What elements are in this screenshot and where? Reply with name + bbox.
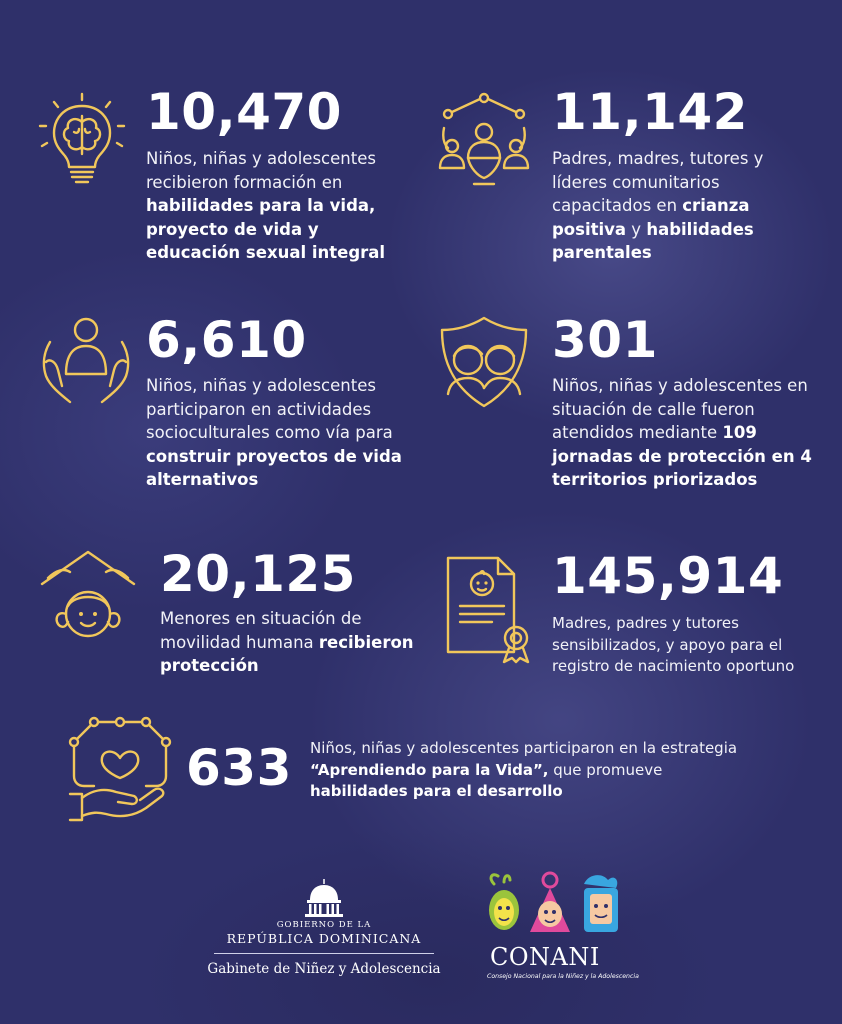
description-text: que promueve xyxy=(548,760,663,779)
stat-description xyxy=(160,607,422,678)
description-bold-text: 109 jornadas de protección en 4 territorios priorizados xyxy=(552,423,812,489)
stat-description xyxy=(552,374,814,492)
description-bold-text: habilidades para el desarrollo xyxy=(310,782,563,800)
stat-number: 145,914 xyxy=(552,547,784,605)
stat-number: 301 xyxy=(552,311,658,369)
description-bold-text: “Aprendiendo para la Vida”, xyxy=(310,760,549,779)
description-bold-text: construir proyectos de vida alternativos xyxy=(146,446,402,489)
lightbulb-brain-icon xyxy=(34,92,130,188)
stat-number: 6,610 xyxy=(146,311,307,369)
description-text: y xyxy=(626,219,647,239)
protected-girl-icon xyxy=(36,548,140,642)
gobierno-logo xyxy=(200,878,448,988)
description-text: Niños, niñas y adolescentes participaron en la estrategia xyxy=(310,739,738,757)
palacio-dome-icon xyxy=(302,878,346,918)
description-bold-text: crianza positiva xyxy=(552,196,750,239)
stat-number: 11,142 xyxy=(552,83,748,141)
description-text: Niños, niñas y adolescentes participaron en actividades socioculturales como vía para xyxy=(146,376,393,442)
stat-description xyxy=(552,613,796,678)
stat-number: 633 xyxy=(186,739,292,797)
stat-number: 10,470 xyxy=(146,83,342,141)
hands-protecting-person-icon xyxy=(36,312,136,408)
conani-logo xyxy=(480,870,639,990)
gov-line-1: GOBIERNO DE LA xyxy=(276,920,372,930)
hand-heart-network-icon xyxy=(64,716,176,826)
gov-line-2: REPÚBLICA DOMINICANA xyxy=(226,931,422,946)
birth-certificate-icon xyxy=(444,554,536,664)
conani-children-icon xyxy=(484,870,624,942)
stat-description xyxy=(552,147,804,265)
description-text: Niños, niñas y adolescentes en situación de calle fueron atendidos mediante xyxy=(552,376,808,442)
gov-divider xyxy=(214,953,434,954)
gov-line-3: Gabinete de Niñez y Adolescencia xyxy=(207,961,441,977)
description-bold-text: habilidades parentales xyxy=(552,219,754,262)
conani-subtitle: Consejo Nacional para la Niñez y la Adolescencia xyxy=(487,973,639,980)
stat-number: 20,125 xyxy=(160,545,356,603)
description-text: Menores en situación de movilidad humana xyxy=(160,609,362,652)
stat-description xyxy=(310,738,750,803)
description-text: Padres, madres, tutores y líderes comunitarios capacitados en xyxy=(552,149,764,215)
description-bold-text: habilidades para la vida, proyecto de vida y educación sexual integral xyxy=(146,196,386,262)
description-bold-text: recibieron protección xyxy=(160,632,414,675)
description-text: Niños, niñas y adolescentes recibieron formación en xyxy=(146,149,376,192)
description-text: Madres, padres y tutores sensibilizados, y apoyo para el registro de nacimiento oportuno xyxy=(552,614,795,675)
community-network-icon xyxy=(434,92,534,188)
stat-description xyxy=(146,374,418,492)
children-shield-icon xyxy=(434,316,534,408)
conani-wordmark: CONANI xyxy=(490,943,600,971)
stat-description xyxy=(146,147,418,265)
